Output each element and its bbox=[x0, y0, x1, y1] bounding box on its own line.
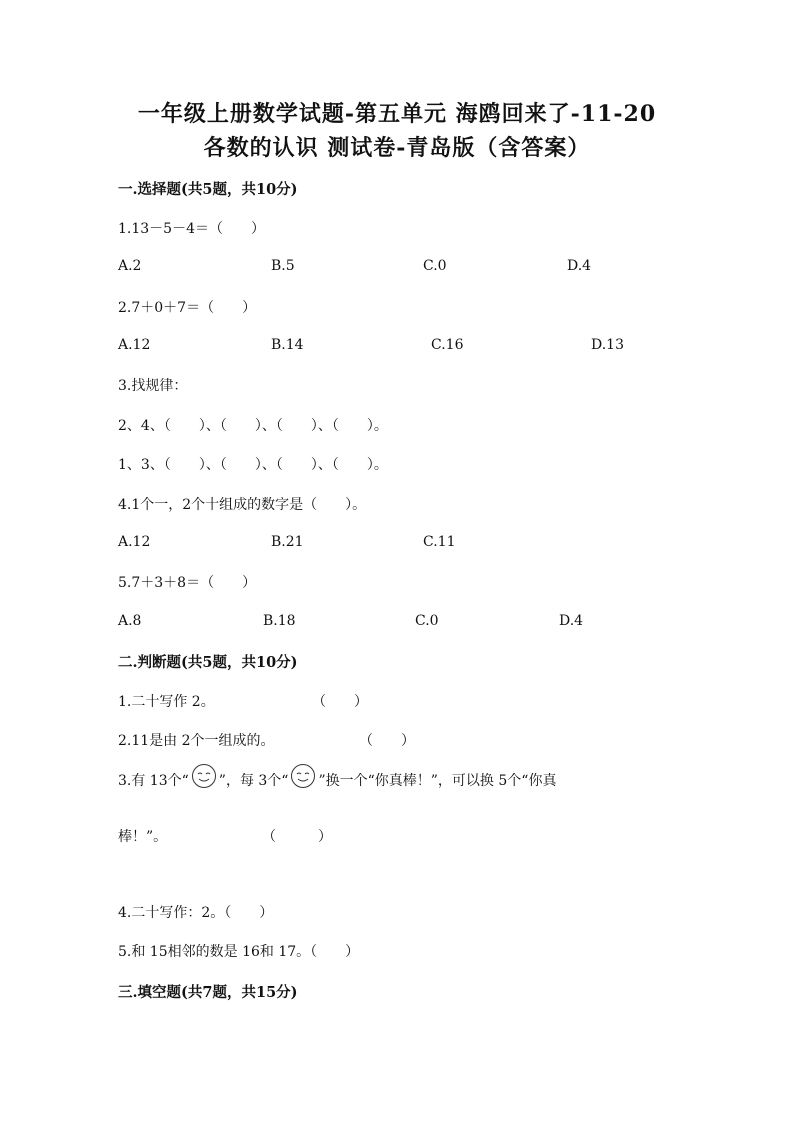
question-1-5-option-b: B.18 bbox=[263, 613, 296, 629]
question-1-2-option-d: D.13 bbox=[591, 337, 624, 353]
question-1-5-stem: 5.7＋3＋8＝（ ） bbox=[118, 575, 257, 591]
question-2-3-answer-blank: （ ） bbox=[262, 829, 332, 845]
question-1-3-stem: 3.找规律： bbox=[118, 378, 188, 394]
question-1-4-option-c: C.11 bbox=[423, 534, 456, 550]
question-1-2-option-c: C.16 bbox=[431, 337, 464, 353]
section-heading-fill-blank: 三.填空题(共7题，共15分) bbox=[118, 984, 298, 1001]
question-1-3-sequence-1: 2、4、（ ）、（ ）、（ ）、（ ）。 bbox=[118, 418, 388, 434]
question-2-3-text-a: 3.有 13个“ bbox=[118, 773, 189, 789]
question-1-5-option-a: A.8 bbox=[118, 613, 142, 629]
question-1-2-option-a: A.12 bbox=[118, 337, 151, 353]
smiley-face-icon bbox=[191, 763, 217, 793]
question-2-2-text: 2.11是由 2个一组成的。 bbox=[118, 733, 275, 749]
question-2-1-answer-blank: （ ） bbox=[312, 694, 368, 710]
question-2-3-text-c: ”换一个“你真棒！”，可以换 5个“你真 bbox=[318, 773, 557, 789]
question-2-3-line-1 bbox=[118, 769, 556, 793]
question-1-4-option-b: B.21 bbox=[271, 534, 304, 550]
question-1-5-option-c: C.0 bbox=[415, 613, 439, 629]
question-1-1-option-b: B.5 bbox=[271, 258, 295, 274]
question-2-5-text: 5.和 15相邻的数是 16和 17。（ ） bbox=[118, 944, 360, 960]
question-1-1-stem: 1.13－5－4＝（ ） bbox=[118, 221, 265, 237]
question-1-2-stem: 2.7＋0＋7＝（ ） bbox=[118, 300, 257, 316]
question-2-3-text-b: ”，每 3个“ bbox=[218, 773, 289, 789]
question-1-2-option-b: B.14 bbox=[271, 337, 304, 353]
question-1-1-option-c: C.0 bbox=[423, 258, 447, 274]
question-1-4-stem: 4.1个一，2个十组成的数字是（ ）。 bbox=[118, 497, 367, 513]
section-heading-choice: 一.选择题(共5题，共10分) bbox=[118, 181, 298, 198]
question-1-1-option-a: A.2 bbox=[118, 258, 142, 274]
question-1-5-option-d: D.4 bbox=[559, 613, 584, 629]
question-2-1-text: 1.二十写作 2。 bbox=[118, 694, 215, 710]
section-heading-true-false: 二.判断题(共5题，共10分) bbox=[118, 654, 298, 671]
question-2-4-text: 4.二十写作：2。（ ） bbox=[118, 905, 274, 921]
question-2-2-answer-blank: （ ） bbox=[359, 733, 415, 749]
page-title-line-2: 各数的认识 测试卷-青岛版（含答案） bbox=[203, 135, 591, 161]
smiley-face-icon bbox=[290, 763, 316, 793]
page-title-line-1: 一年级上册数学试题-第五单元 海鸥回来了-11-20 bbox=[137, 101, 657, 127]
question-1-4-option-a: A.12 bbox=[118, 534, 151, 550]
question-1-1-option-d: D.4 bbox=[567, 258, 592, 274]
question-1-3-sequence-2: 1、3、（ ）、（ ）、（ ）、（ ）。 bbox=[118, 457, 388, 473]
question-2-3-text-d: 棒！”。 bbox=[118, 829, 168, 845]
